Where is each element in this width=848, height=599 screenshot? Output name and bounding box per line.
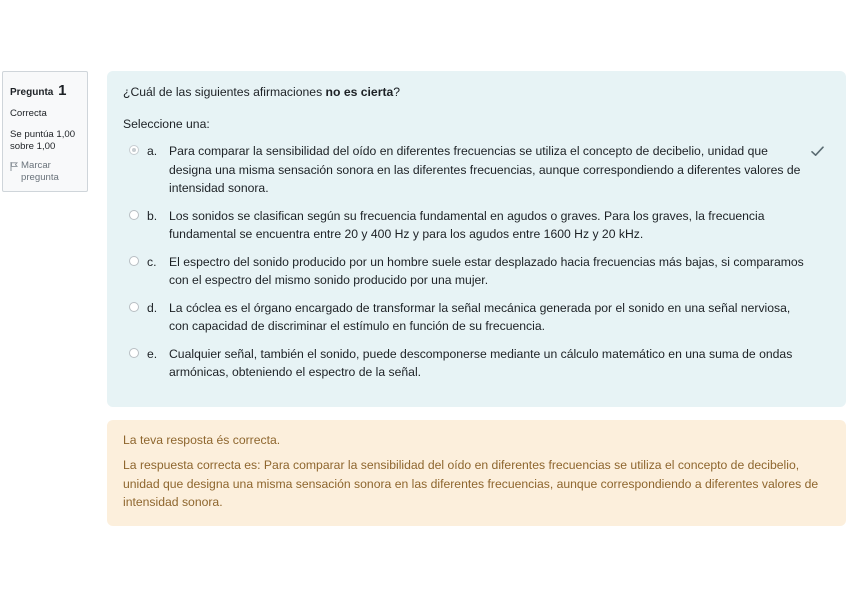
question-formulation: [107, 71, 846, 407]
answer-option-c[interactable]: [123, 253, 830, 290]
answer-option-d[interactable]: [123, 299, 830, 336]
question-info-panel: [2, 71, 88, 192]
question-text-start: ¿Cuál de las siguientes afirmaciones: [123, 85, 326, 99]
question-outcome: [107, 420, 846, 526]
answer-d-text: La cóclea es el órgano encargado de transformar la señal mecánica generada por el sonido en una señal nerviosa, con capacidad de discriminar el estímulo en función de su frecuencia.: [169, 300, 791, 333]
answer-option-e[interactable]: [123, 345, 830, 382]
answer-option-b[interactable]: [123, 207, 830, 244]
answer-option-a[interactable]: [123, 142, 830, 198]
correct-check-icon: [811, 144, 824, 163]
answer-c-radio[interactable]: [129, 256, 139, 266]
question-text: [123, 85, 830, 99]
answer-c-letter: c.: [147, 254, 157, 269]
question-number-value: 1: [58, 82, 67, 99]
answer-a-text: Para comparar la sensibilidad del oído en diferentes frecuencias se utiliza el concepto de decibelio, unidad que designa una misma sensación sonora en las diferentes frecuencias, aunque correspondiendo a diferentes valores de intensidad sonora.: [169, 144, 801, 195]
flag-question-label: Marcar pregunta: [21, 159, 59, 184]
answer-d-radio[interactable]: [129, 302, 139, 312]
flag-icon: [10, 162, 18, 171]
answer-e-text: Cualquier señal, también el sonido, puede descomponerse mediante un cálculo matemático en una suma de ondas armónicas, obteniendo el espectro de la señal.: [169, 346, 793, 379]
answer-d-letter: d.: [147, 300, 158, 315]
answer-b-text: Los sonidos se clasifican según su frecuencia fundamental en agudos o graves. Para los graves, la frecuencia fundamental se encuentra entre 20 y 400 Hz y para los agudos entre 1600 Hz y 20 kHz.: [169, 208, 765, 241]
flag-question-button[interactable]: [10, 160, 80, 185]
question-number: [10, 81, 80, 101]
question-text-emphasis: no es cierta: [325, 85, 394, 99]
question-label: Pregunta: [10, 87, 54, 98]
question-text-end: ?: [393, 85, 401, 99]
question-grade: Se puntúa 1,00 sobre 1,00: [10, 128, 76, 153]
answer-a-radio[interactable]: [129, 145, 139, 155]
answer-e-letter: e.: [147, 346, 158, 361]
question-state: Correcta: [10, 107, 47, 119]
answer-list: [123, 142, 830, 382]
answer-a-letter: a.: [147, 144, 158, 158]
feedback-text: La teva resposta és correcta.: [123, 433, 281, 447]
answer-b-letter: b.: [147, 208, 158, 223]
right-answer-text: La respuesta correcta es: Para comparar la sensibilidad del oído en diferentes frecuencias se utiliza el concepto de decibelio, unidad que designa una misma sensación sonora en las diferentes frecuencias, aunque correspondiendo a diferentes valores de intensidad sonora.: [123, 458, 819, 509]
answer-b-radio[interactable]: [129, 210, 139, 220]
answer-prompt: Seleccione una:: [123, 117, 210, 131]
answer-c-text: El espectro del sonido producido por un hombre suele estar desplazado hacia frecuencias más bajas, si comparamos con el espectro del mismo sonido producido por una mujer.: [169, 254, 804, 287]
answer-e-radio[interactable]: [129, 348, 139, 358]
